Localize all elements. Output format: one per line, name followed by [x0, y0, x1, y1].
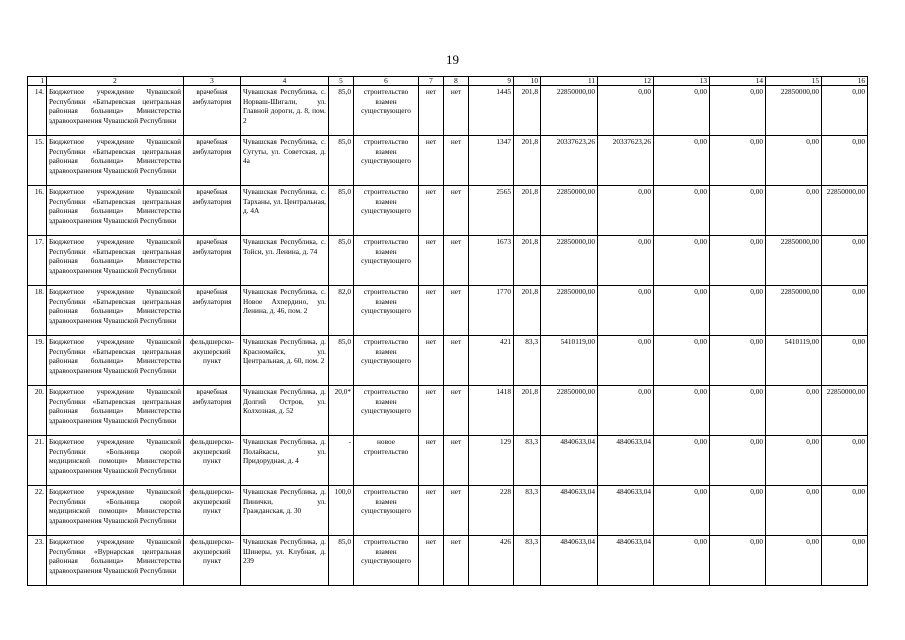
table-cell: 0,00	[822, 536, 868, 586]
table-cell: 228	[469, 486, 514, 536]
column-number: 8	[444, 77, 469, 86]
table-cell: 83,3	[514, 436, 541, 486]
table-cell: 0,00	[654, 336, 710, 386]
table-cell: нет	[419, 286, 444, 336]
facilities-table	[27, 76, 868, 586]
column-number: 14	[710, 77, 766, 86]
table-row	[28, 286, 868, 336]
table-cell: 0,00	[766, 186, 822, 236]
table-row	[28, 386, 868, 436]
column-number-row	[28, 77, 868, 86]
table-cell: 0,00	[822, 286, 868, 336]
table-cell: врачебная амбулатория	[184, 136, 241, 186]
table-cell: нет	[419, 236, 444, 286]
table-cell: 22850000,00	[766, 86, 822, 136]
table-cell: 0,00	[654, 86, 710, 136]
table-cell: 129	[469, 436, 514, 486]
table-cell: 0,00	[766, 386, 822, 436]
table-cell: 201,8	[514, 386, 541, 436]
table-cell: 17.	[28, 236, 47, 286]
table-row	[28, 336, 868, 386]
table-cell: строительство взамен существующего	[354, 386, 419, 436]
table-cell: новое строительство	[354, 436, 419, 486]
column-number: 9	[469, 77, 514, 86]
table-cell: 0,00	[710, 186, 766, 236]
table-cell: 0,00	[710, 86, 766, 136]
table-cell: 0,00	[710, 136, 766, 186]
table-cell: 0,00	[598, 336, 654, 386]
table-cell: 0,00	[598, 186, 654, 236]
table-cell: строительство взамен существующего	[354, 486, 419, 536]
table-cell: 201,8	[514, 236, 541, 286]
table-cell: врачебная амбулатория	[184, 386, 241, 436]
table-cell: Чувашская Республика, д. Пинички, ул. Гражданская, д. 30	[241, 486, 329, 536]
table-cell: Чувашская Республика, с. Сугуты, ул. Советская, д. 4а	[241, 136, 329, 186]
table-cell: 85,0	[329, 236, 354, 286]
column-number: 4	[241, 77, 329, 86]
table-cell: строительство взамен существующего	[354, 286, 419, 336]
table-cell: нет	[444, 236, 469, 286]
table-cell: 201,8	[514, 136, 541, 186]
table-row	[28, 436, 868, 486]
table-cell: 0,00	[598, 286, 654, 336]
table-cell: Чувашская Республика, д. Долгий Остров, ул. Колхозная, д. 52	[241, 386, 329, 436]
table-cell: фельдшерско-акушерский пункт	[184, 436, 241, 486]
table-cell: 23.	[28, 536, 47, 586]
table-cell: 0,00	[654, 486, 710, 536]
table-cell: нет	[444, 86, 469, 136]
table-cell: Бюджетное учреждение Чувашской Республики «Батыревская центральная районная больница» Министерства здравоохранения Чувашской Республики	[47, 186, 184, 236]
table-cell: строительство взамен существующего	[354, 536, 419, 586]
table-cell: 0,00	[822, 486, 868, 536]
table-cell: нет	[444, 336, 469, 386]
table-row	[28, 486, 868, 536]
table-cell: 0,00	[710, 486, 766, 536]
table-cell: Чувашская Республика, с. Тойси, ул. Ленина, д. 74	[241, 236, 329, 286]
table-row	[28, 86, 868, 136]
table-cell: нет	[444, 436, 469, 486]
table-cell: 20337623,26	[598, 136, 654, 186]
table-cell: 85,0	[329, 336, 354, 386]
table-cell: 85,0	[329, 136, 354, 186]
table-cell: Бюджетное учреждение Чувашской Республики «Батыревская центральная районная больница» Министерства здравоохранения Чувашской Республики	[47, 236, 184, 286]
table-cell: 22850000,00	[541, 186, 598, 236]
table-cell: 0,00	[654, 436, 710, 486]
table-cell: 0,00	[654, 536, 710, 586]
column-number: 6	[354, 77, 419, 86]
table-cell: 0,00	[654, 386, 710, 436]
table-cell: 0,00	[822, 436, 868, 486]
table-cell: нет	[419, 86, 444, 136]
column-number: 5	[329, 77, 354, 86]
table-cell: 1673	[469, 236, 514, 286]
table-cell: 5410119,00	[541, 336, 598, 386]
table-cell: 85,0	[329, 536, 354, 586]
table-row	[28, 136, 868, 186]
table-cell: 4840633,04	[598, 486, 654, 536]
table-cell: 83,3	[514, 486, 541, 536]
table-cell: 21.	[28, 436, 47, 486]
table-cell: 82,0	[329, 286, 354, 336]
column-number: 13	[654, 77, 710, 86]
table-cell: Чувашская Республика, д. Полайкасы, ул. Придорудная, д. 4	[241, 436, 329, 486]
table-cell: 0,00	[710, 536, 766, 586]
table-cell: Чувашская Республика, с. Новое Ахпердино, ул. Ленина, д. 46, пом. 2	[241, 286, 329, 336]
table-cell: 22.	[28, 486, 47, 536]
table-cell: 22850000,00	[822, 386, 868, 436]
table-cell: 20,0*	[329, 386, 354, 436]
table-cell: 1418	[469, 386, 514, 436]
table-cell: 100,0	[329, 486, 354, 536]
column-number: 15	[766, 77, 822, 86]
table-cell: 22850000,00	[541, 236, 598, 286]
column-number: 16	[822, 77, 868, 86]
table-cell: 22850000,00	[541, 86, 598, 136]
table-cell: строительство взамен существующего	[354, 86, 419, 136]
table-cell: Бюджетное учреждение Чувашской Республики «Батыревская центральная районная больница» Министерства здравоохранения Чувашской Республики	[47, 336, 184, 386]
column-number: 12	[598, 77, 654, 86]
table-cell: нет	[444, 536, 469, 586]
table-cell: 0,00	[654, 286, 710, 336]
table-cell: 201,8	[514, 286, 541, 336]
table-cell: 0,00	[822, 136, 868, 186]
table-cell: 0,00	[710, 286, 766, 336]
table-cell: нет	[419, 536, 444, 586]
table-cell: 20337623,26	[541, 136, 598, 186]
table-cell: 20.	[28, 386, 47, 436]
table-cell: врачебная амбулатория	[184, 286, 241, 336]
table-cell: 0,00	[766, 486, 822, 536]
table-cell: 0,00	[710, 236, 766, 286]
table-cell: 1347	[469, 136, 514, 186]
column-number: 11	[541, 77, 598, 86]
table-cell: нет	[419, 186, 444, 236]
table-cell: нет	[419, 436, 444, 486]
table-cell: нет	[444, 486, 469, 536]
table-cell: 4840633,04	[598, 436, 654, 486]
table-cell: нет	[444, 186, 469, 236]
table-cell: Бюджетное учреждение Чувашской Республики «Батыревская центральная районная больница» Министерства здравоохранения Чувашской Республики	[47, 386, 184, 436]
table-cell: 15.	[28, 136, 47, 186]
table-cell: фельдшерско-акушерский пункт	[184, 336, 241, 386]
table-cell: Бюджетное учреждение Чувашской Республики «Батыревская центральная районная больница» Министерства здравоохранения Чувашской Республики	[47, 86, 184, 136]
table-cell: Чувашская Республика, с. Тарханы, ул. Центральная, д. 4А	[241, 186, 329, 236]
table-cell: нет	[444, 136, 469, 186]
table-cell: Бюджетное учреждение Чувашской Республики «Больница скорой медицинской помощи» Министерства здравоохранения Чувашской Республики	[47, 436, 184, 486]
table-cell: 4840633,04	[541, 536, 598, 586]
page-number: 19	[446, 52, 459, 67]
table-cell: нет	[444, 286, 469, 336]
table-cell: 201,8	[514, 86, 541, 136]
table-cell: фельдшерско-акушерский пункт	[184, 486, 241, 536]
table-cell: 85,0	[329, 186, 354, 236]
table-row	[28, 536, 868, 586]
table-cell: 83,3	[514, 536, 541, 586]
table-cell: врачебная амбулатория	[184, 236, 241, 286]
table-cell: Бюджетное учреждение Чувашской Республики «Вурнарская центральная районная больница» Министерства здравоохранения Чувашской Республики	[47, 536, 184, 586]
table-cell: строительство взамен существующего	[354, 236, 419, 286]
table-cell: 0,00	[822, 336, 868, 386]
column-number: 10	[514, 77, 541, 86]
table-cell: Чувашская Республика, с. Норваш-Шигали, ул. Главной дороги, д. 8, пом. 2	[241, 86, 329, 136]
table-cell: 0,00	[598, 236, 654, 286]
table-cell: 0,00	[710, 386, 766, 436]
table-cell: 18.	[28, 286, 47, 336]
table-cell: 2565	[469, 186, 514, 236]
table-cell: 22850000,00	[541, 286, 598, 336]
table-cell: 22850000,00	[541, 386, 598, 436]
table-cell: нет	[444, 386, 469, 436]
table-cell: Чувашская Республика, д. Красномайск, ул. Центральная, д. 60, пом. 2	[241, 336, 329, 386]
table-cell: 426	[469, 536, 514, 586]
table-cell: 0,00	[598, 86, 654, 136]
table-cell: 201,8	[514, 186, 541, 236]
table-cell: 0,00	[654, 236, 710, 286]
table-cell: 5410119,00	[766, 336, 822, 386]
column-number: 7	[419, 77, 444, 86]
column-number: 1	[28, 77, 47, 86]
table-cell: 0,00	[710, 436, 766, 486]
table-cell: Чувашская Республика, д. Шинеры, ул. Клубная, д. 239	[241, 536, 329, 586]
table-cell: 0,00	[598, 386, 654, 436]
table-cell: строительство взамен существующего	[354, 136, 419, 186]
table-cell: строительство взамен существующего	[354, 336, 419, 386]
table-cell: нет	[419, 136, 444, 186]
table-cell: 16.	[28, 186, 47, 236]
table-cell: врачебная амбулатория	[184, 86, 241, 136]
table-cell: 0,00	[654, 186, 710, 236]
table-cell: 1770	[469, 286, 514, 336]
table-cell: нет	[419, 336, 444, 386]
table-row	[28, 186, 868, 236]
table-cell: 19.	[28, 336, 47, 386]
table-cell: врачебная амбулатория	[184, 186, 241, 236]
table-cell: 0,00	[822, 86, 868, 136]
table-cell: 0,00	[710, 336, 766, 386]
table-cell: 421	[469, 336, 514, 386]
table-cell: Бюджетное учреждение Чувашской Республики «Батыревская центральная районная больница» Министерства здравоохранения Чувашской Республики	[47, 286, 184, 336]
table-cell: 22850000,00	[822, 186, 868, 236]
table-cell: 0,00	[654, 136, 710, 186]
table-cell: строительство взамен существующего	[354, 186, 419, 236]
column-number: 2	[47, 77, 184, 86]
table-row	[28, 236, 868, 286]
table-cell: 0,00	[766, 436, 822, 486]
table-cell: 4840633,04	[541, 486, 598, 536]
table-cell: 0,00	[766, 536, 822, 586]
table-cell: 83,3	[514, 336, 541, 386]
table-cell: нет	[419, 386, 444, 436]
table-cell: 0,00	[766, 136, 822, 186]
table-cell: Бюджетное учреждение Чувашской Республики «Батыревская центральная районная больница» Министерства здравоохранения Чувашской Республики	[47, 136, 184, 186]
table-cell: фельдшерско-акушерский пункт	[184, 536, 241, 586]
table-cell: 22850000,00	[766, 286, 822, 336]
table-cell: 1445	[469, 86, 514, 136]
table-cell: нет	[419, 486, 444, 536]
table-cell: 22850000,00	[766, 236, 822, 286]
table-cell: 85,0	[329, 86, 354, 136]
table-cell: -	[329, 436, 354, 486]
table-cell: Бюджетное учреждение Чувашской Республики «Больница скорой медицинской помощи» Министерства здравоохранения Чувашской Республики	[47, 486, 184, 536]
table-cell: 4840633,04	[598, 536, 654, 586]
table-cell: 14.	[28, 86, 47, 136]
column-number: 3	[184, 77, 241, 86]
table-cell: 0,00	[822, 236, 868, 286]
table-cell: 4840633,04	[541, 436, 598, 486]
